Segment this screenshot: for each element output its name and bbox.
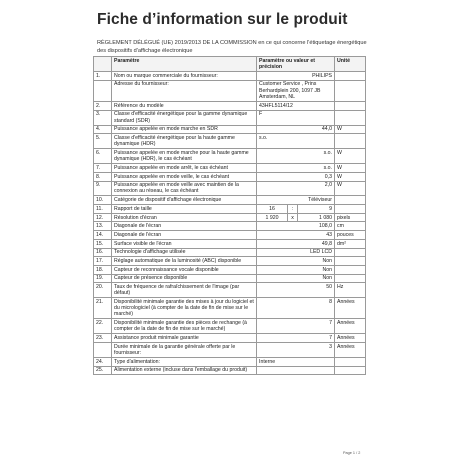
- row-parameter: Puissance appelée en mode marche en SDR: [112, 125, 257, 134]
- row-value: F: [257, 110, 335, 125]
- row-value: Non: [257, 257, 335, 266]
- table-row: [94, 239, 366, 248]
- row-unit: [335, 134, 366, 149]
- row-unit: Années: [335, 298, 366, 319]
- row-parameter: Classe d'efficacité énergétique pour la gamme dynamique standard (SDR): [112, 110, 257, 125]
- row-unit: [335, 205, 366, 214]
- row-value: 44,0: [257, 125, 335, 134]
- row-number: [94, 80, 112, 101]
- row-unit: W: [335, 172, 366, 181]
- table-row: [94, 257, 366, 266]
- row-parameter: Diagonale de l'écran: [112, 222, 257, 231]
- row-parameter: Catégorie de dispositif d'affichage électronique: [112, 196, 257, 205]
- row-unit: pixels: [335, 213, 366, 222]
- row-number: 24.: [94, 358, 112, 367]
- row-unit: W: [335, 181, 366, 196]
- row-unit: Hz: [335, 283, 366, 298]
- row-unit: cm: [335, 222, 366, 231]
- row-parameter: Classe d'efficacité énergétique pour la haute gamme dynamique (HDR): [112, 134, 257, 149]
- row-number: 7.: [94, 164, 112, 173]
- row-number: 22.: [94, 319, 112, 334]
- row-value: Téléviseur: [257, 196, 335, 205]
- row-value-separator: x: [288, 213, 298, 222]
- table-row: [94, 366, 366, 375]
- row-value: 43HFL5114/12: [257, 101, 335, 110]
- table-header-row: [94, 57, 366, 72]
- row-parameter: Réglage automatique de la luminosité (ABC) disponible: [112, 257, 257, 266]
- row-number: 9.: [94, 181, 112, 196]
- table-row: [94, 319, 366, 334]
- row-value: PHILIPS: [257, 71, 335, 80]
- row-value: 7: [257, 319, 335, 334]
- row-parameter: Disponibilité minimale garantie des pièces de rechange (à compter de la date de fin de mise sur le marché): [112, 319, 257, 334]
- table-row: [94, 283, 366, 298]
- table-row: [94, 298, 366, 319]
- row-value: LED LCD: [257, 248, 335, 257]
- table-row: [94, 231, 366, 240]
- table-row: [94, 71, 366, 80]
- row-unit: [335, 110, 366, 125]
- row-value-separator: :: [288, 205, 298, 214]
- table-row: [94, 265, 366, 274]
- row-number: 3.: [94, 110, 112, 125]
- row-parameter: Diagonale de l'écran: [112, 231, 257, 240]
- row-value: 7: [257, 334, 335, 343]
- table-row: [94, 125, 366, 134]
- row-unit: [335, 257, 366, 266]
- row-number: 11.: [94, 205, 112, 214]
- row-parameter: Résolution d'écran: [112, 213, 257, 222]
- row-parameter: Technologie d'affichage utilisée: [112, 248, 257, 257]
- row-unit: [335, 71, 366, 80]
- row-parameter: Puissance appelée en mode arrêt, le cas échéant: [112, 164, 257, 173]
- row-value-part1: 16: [257, 205, 288, 214]
- row-unit: [335, 358, 366, 367]
- table-row: [94, 149, 366, 164]
- table-row: [94, 172, 366, 181]
- row-unit: [335, 265, 366, 274]
- row-unit: Années: [335, 319, 366, 334]
- row-value-part2: 1 080: [298, 213, 335, 222]
- table-row: [94, 334, 366, 343]
- row-number: 10.: [94, 196, 112, 205]
- header-param: Paramètre: [112, 57, 257, 72]
- row-unit: [335, 80, 366, 101]
- row-unit: W: [335, 149, 366, 164]
- row-value: 43: [257, 231, 335, 240]
- row-parameter: Durée minimale de la garantie générale offerte par le fournisseur:: [112, 343, 257, 358]
- row-unit: [335, 196, 366, 205]
- row-parameter: Capteur de reconnaissance vocale disponible: [112, 265, 257, 274]
- row-value-part1: 1 920: [257, 213, 288, 222]
- product-info-table: [93, 56, 366, 375]
- row-parameter: Surface visible de l'écran: [112, 239, 257, 248]
- table-row: [94, 205, 366, 214]
- table-row: [94, 274, 366, 283]
- row-value: 108,0: [257, 222, 335, 231]
- table-row: [94, 164, 366, 173]
- row-number: 17.: [94, 257, 112, 266]
- row-value: 49,8: [257, 239, 335, 248]
- row-number: 5.: [94, 134, 112, 149]
- row-number: 25.: [94, 366, 112, 375]
- row-parameter: Adresse du fournisseur:: [112, 80, 257, 101]
- row-number: 16.: [94, 248, 112, 257]
- row-number: 23.: [94, 334, 112, 343]
- row-value: s.o.: [257, 164, 335, 173]
- row-value: s.o.: [257, 134, 335, 149]
- row-value: Non: [257, 265, 335, 274]
- row-value: 3: [257, 343, 335, 358]
- row-unit: W: [335, 164, 366, 173]
- row-number: [94, 343, 112, 358]
- row-unit: [335, 366, 366, 375]
- table-row: [94, 134, 366, 149]
- row-parameter: Taux de fréquence de rafraîchissement de l'image (par défaut): [112, 283, 257, 298]
- table-row: [94, 196, 366, 205]
- page-title: Fiche d’information sur le produit: [97, 11, 348, 28]
- row-number: 14.: [94, 231, 112, 240]
- row-number: 18.: [94, 265, 112, 274]
- row-parameter: Référence du modèle: [112, 101, 257, 110]
- row-unit: Années: [335, 343, 366, 358]
- row-number: 20.: [94, 283, 112, 298]
- table-row: [94, 101, 366, 110]
- row-parameter: Rapport de taille: [112, 205, 257, 214]
- row-value: 2,0: [257, 181, 335, 196]
- row-parameter: Capteur de présence disponible: [112, 274, 257, 283]
- page-number: Page 1 / 2: [343, 451, 361, 455]
- row-unit: dm²: [335, 239, 366, 248]
- row-unit: [335, 101, 366, 110]
- row-unit: Années: [335, 334, 366, 343]
- row-number: 19.: [94, 274, 112, 283]
- row-parameter: Disponibilité minimale garantie des mises à jour du logiciel et du micrologiciel (à compter de la date de fin de mise sur le marché): [112, 298, 257, 319]
- row-number: 15.: [94, 239, 112, 248]
- table-row: [94, 110, 366, 125]
- row-unit: pouces: [335, 231, 366, 240]
- table-row: [94, 213, 366, 222]
- row-value: [257, 366, 335, 375]
- row-parameter: Alimentation externe (incluse dans l'emballage du produit): [112, 366, 257, 375]
- row-number: 12.: [94, 213, 112, 222]
- row-value: Non: [257, 274, 335, 283]
- regulation-intro: RÈGLEMENT DÉLÉGUÉ (UE) 2019/2013 DE LA COMMISSION en ce qui concerne l'étiquetage énergétique des dispositifs d'affichage électronique: [97, 40, 367, 54]
- row-number: 4.: [94, 125, 112, 134]
- row-parameter: Puissance appelée en mode veille, le cas échéant: [112, 172, 257, 181]
- row-number: 1.: [94, 71, 112, 80]
- row-value: 50: [257, 283, 335, 298]
- table-row: [94, 222, 366, 231]
- row-unit: [335, 248, 366, 257]
- table-row: [94, 181, 366, 196]
- row-number: 21.: [94, 298, 112, 319]
- table-row: [94, 248, 366, 257]
- row-parameter: Nom ou marque commerciale du fournisseur:: [112, 71, 257, 80]
- row-value-part2: 9: [298, 205, 335, 214]
- table-row: [94, 343, 366, 358]
- row-value: Interne: [257, 358, 335, 367]
- header-unit: Unité: [335, 57, 366, 72]
- row-value: 0,3: [257, 172, 335, 181]
- header-value: Paramètre ou valeur et précision: [257, 57, 335, 72]
- row-unit: W: [335, 125, 366, 134]
- row-number: 6.: [94, 149, 112, 164]
- row-unit: [335, 274, 366, 283]
- row-parameter: Puissance appelée en mode marche pour la haute gamme dynamique (HDR), le cas échéant: [112, 149, 257, 164]
- row-number: 8.: [94, 172, 112, 181]
- row-number: 13.: [94, 222, 112, 231]
- row-parameter: Assistance produit minimale garantie: [112, 334, 257, 343]
- row-number: 2.: [94, 101, 112, 110]
- table-row: [94, 358, 366, 367]
- row-value: s.o.: [257, 149, 335, 164]
- row-value: 8: [257, 298, 335, 319]
- row-parameter: Puissance appelée en mode veille avec maintien de la connexion au réseau, le cas échéant: [112, 181, 257, 196]
- row-value: Customer Service , Prins Berhardplein 200, 1097 JB Amsterdam, NL: [257, 80, 335, 101]
- table-row: [94, 80, 366, 101]
- row-parameter: Type d'alimentation:: [112, 358, 257, 367]
